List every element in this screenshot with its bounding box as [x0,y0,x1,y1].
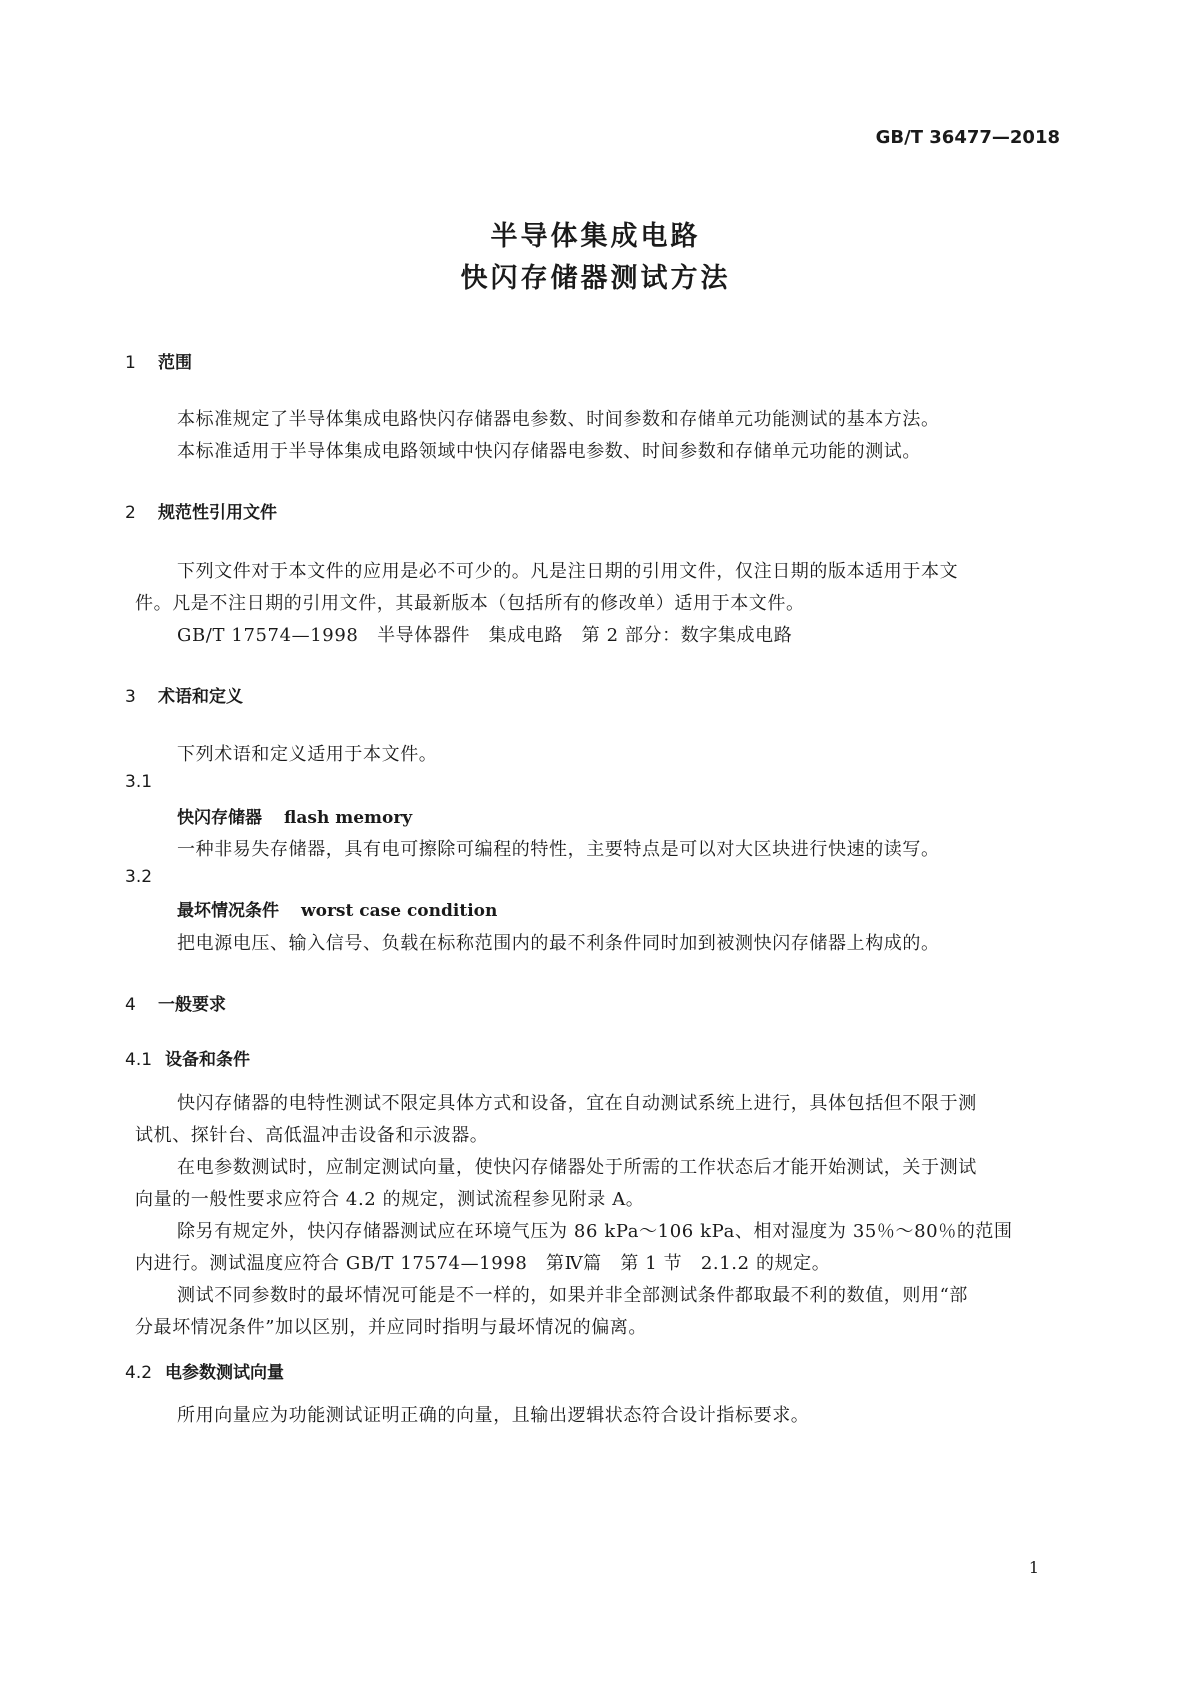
section-title: 一般要求 [158,995,226,1015]
paragraph: 本标准规定了半导体集成电路快闪存储器电参数、时间参数和存储单元功能测试的基本方法。 [177,409,940,430]
section-2-heading [125,498,277,523]
term-number: 3.2 [125,867,153,887]
paragraph-continuation: 内进行。测试温度应符合 GB/T 17574—1998 第Ⅳ篇 第 1 节 2.1.2 的规定。 [135,1253,831,1274]
section-3-heading [125,682,243,707]
term-en: flash memory [284,808,413,828]
term-entry [177,803,412,828]
term-number: 3.1 [125,772,153,792]
term-definition: 把电源电压、输入信号、负载在标称范围内的最不利条件同时加到被测快闪存储器上构成的。 [177,933,940,954]
document-title-line1: 半导体集成电路 [490,221,701,252]
term-entry [177,896,497,921]
paragraph: 本标准适用于半导体集成电路领域中快闪存储器电参数、时间参数和存储单元功能的测试。 [177,441,921,462]
paragraph: 测试不同参数时的最坏情况可能是不一样的，如果并非全部测试条件都取最不利的数值，则用“部 [177,1285,968,1306]
term-zh: 最坏情况条件 [177,901,279,921]
paragraph-continuation: 向量的一般性要求应符合 4.2 的规定，测试流程参见附录 A。 [135,1189,645,1210]
paragraph: 所用向量应为功能测试证明正确的向量，且输出逻辑状态符合设计指标要求。 [177,1405,810,1426]
subsection-title: 电参数测试向量 [165,1363,284,1383]
paragraph: 下列术语和定义适用于本文件。 [177,744,438,765]
page-number: 1 [1028,1558,1039,1577]
paragraph-continuation: 件。凡是不注日期的引用文件，其最新版本（包括所有的修改单）适用于本文件。 [135,593,805,614]
section-number: 3 [125,687,136,707]
subsection-number: 4.1 [125,1050,153,1070]
term-en: worst case condition [301,901,498,921]
section-number: 1 [125,353,136,373]
section-1-heading [125,348,192,373]
paragraph: 在电参数测试时，应制定测试向量，使快闪存储器处于所需的工作状态后才能开始测试，关于测试 [177,1157,977,1178]
subsection-4-1-heading [125,1045,250,1070]
subsection-number: 4.2 [125,1363,153,1383]
paragraph: 下列文件对于本文件的应用是必不可少的。凡是注日期的引用文件，仅注日期的版本适用于本文 [177,561,959,582]
section-title: 规范性引用文件 [158,503,277,523]
term-zh: 快闪存储器 [177,808,262,828]
document-title-line2: 快闪存储器测试方法 [460,263,731,294]
section-title: 术语和定义 [158,687,243,707]
subsection-4-2-heading [125,1358,284,1383]
paragraph-continuation: 分最坏情况条件”加以区别，并应同时指明与最坏情况的偏离。 [135,1317,647,1338]
paragraph-continuation: 试机、探针台、高低温冲击设备和示波器。 [135,1125,489,1146]
term-definition: 一种非易失存储器，具有电可擦除可编程的特性，主要特点是可以对大区块进行快速的读写。 [177,839,940,860]
subsection-title: 设备和条件 [165,1050,250,1070]
normative-reference: GB/T 17574—1998 半导体器件 集成电路 第 2 部分：数字集成电路 [177,625,793,646]
section-number: 4 [125,995,136,1015]
section-title: 范围 [158,353,192,373]
paragraph: 快闪存储器的电特性测试不限定具体方式和设备，宜在自动测试系统上进行，具体包括但不限于测 [177,1093,977,1114]
paragraph: 除另有规定外，快闪存储器测试应在环境气压为 86 kPa～106 kPa、相对湿度为 35％～80％的范围 [177,1221,1013,1242]
standard-code: GB/T 36477—2018 [875,127,1060,148]
section-4-heading [125,990,226,1015]
section-number: 2 [125,503,136,523]
